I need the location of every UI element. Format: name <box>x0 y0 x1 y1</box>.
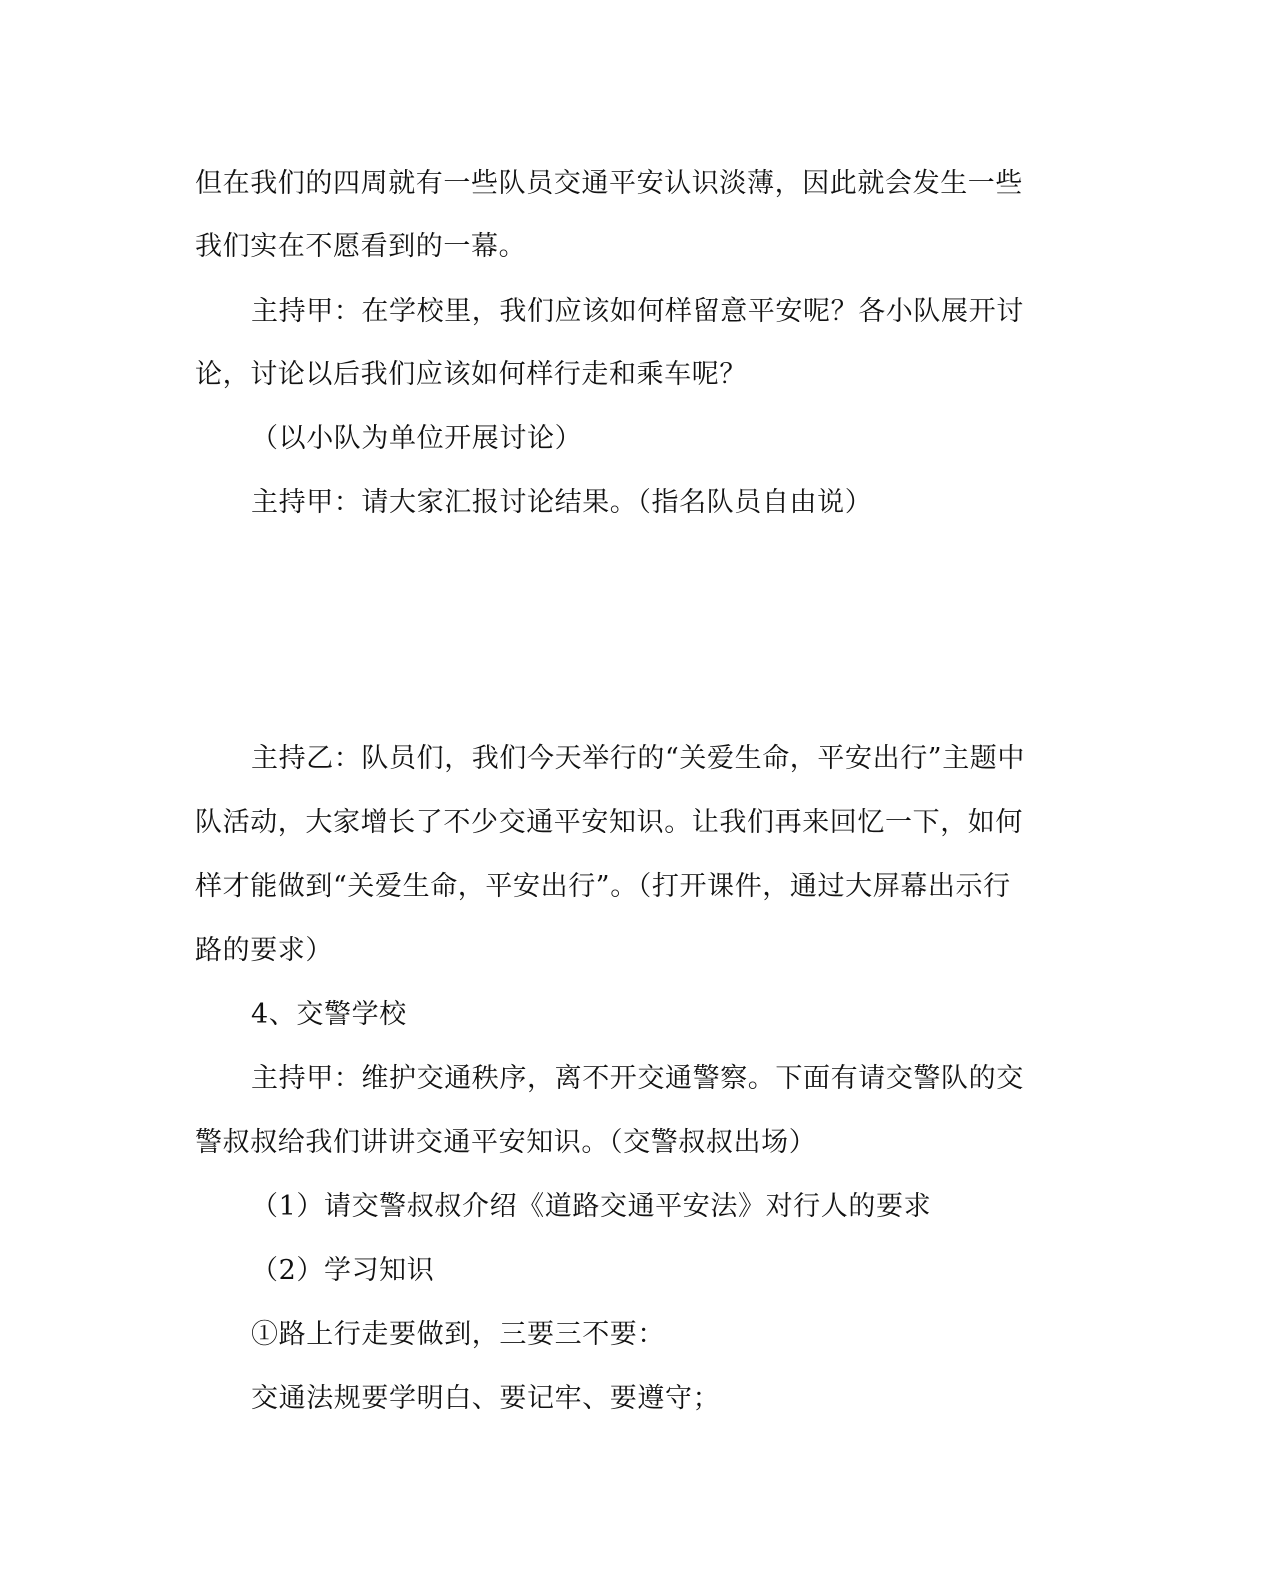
paragraph-line: 警叔叔给我们讲讲交通平安知识。（交警叔叔出场） <box>195 1127 817 1158</box>
paragraph-line: 主持乙：队员们，我们今天举行的“关爱生命，平安出行”主题中 <box>251 743 1026 774</box>
paragraph-line: 我们实在不愿看到的一幕。 <box>195 231 527 262</box>
paragraph-line: 路的要求） <box>195 935 333 966</box>
section-heading: 4、交警学校 <box>251 999 407 1030</box>
paragraph-line: 论，讨论以后我们应该如何样行走和乘车呢？ <box>195 359 747 390</box>
paragraph-line: （以小队为单位开展讨论） <box>251 423 583 454</box>
list-item: （2）学习知识 <box>251 1255 435 1286</box>
paragraph-line: 主持甲：维护交通秩序，离不开交通警察。下面有请交警队的交 <box>251 1063 1024 1094</box>
paragraph-line: 主持甲：在学校里，我们应该如何样留意平安呢？各小队展开讨 <box>251 296 1024 327</box>
paragraph-line: 主持甲：请大家汇报讨论结果。（指名队员自由说） <box>251 487 873 518</box>
paragraph-line: 交通法规要学明白、要记牢、要遵守； <box>251 1383 721 1414</box>
paragraph-line: 队活动，大家增长了不少交通平安知识。让我们再来回忆一下，如何 <box>195 807 1023 838</box>
list-item: （1）请交警叔叔介绍《道路交通平安法》对行人的要求 <box>251 1191 932 1222</box>
paragraph-line: 但在我们的四周就有一些队员交通平安认识淡薄，因此就会发生一些 <box>195 168 1023 199</box>
paragraph-line: 样才能做到“关爱生命，平安出行”。（打开课件，通过大屏幕出示行 <box>195 871 1011 902</box>
list-item: ①路上行走要做到，三要三不要： <box>251 1319 665 1350</box>
